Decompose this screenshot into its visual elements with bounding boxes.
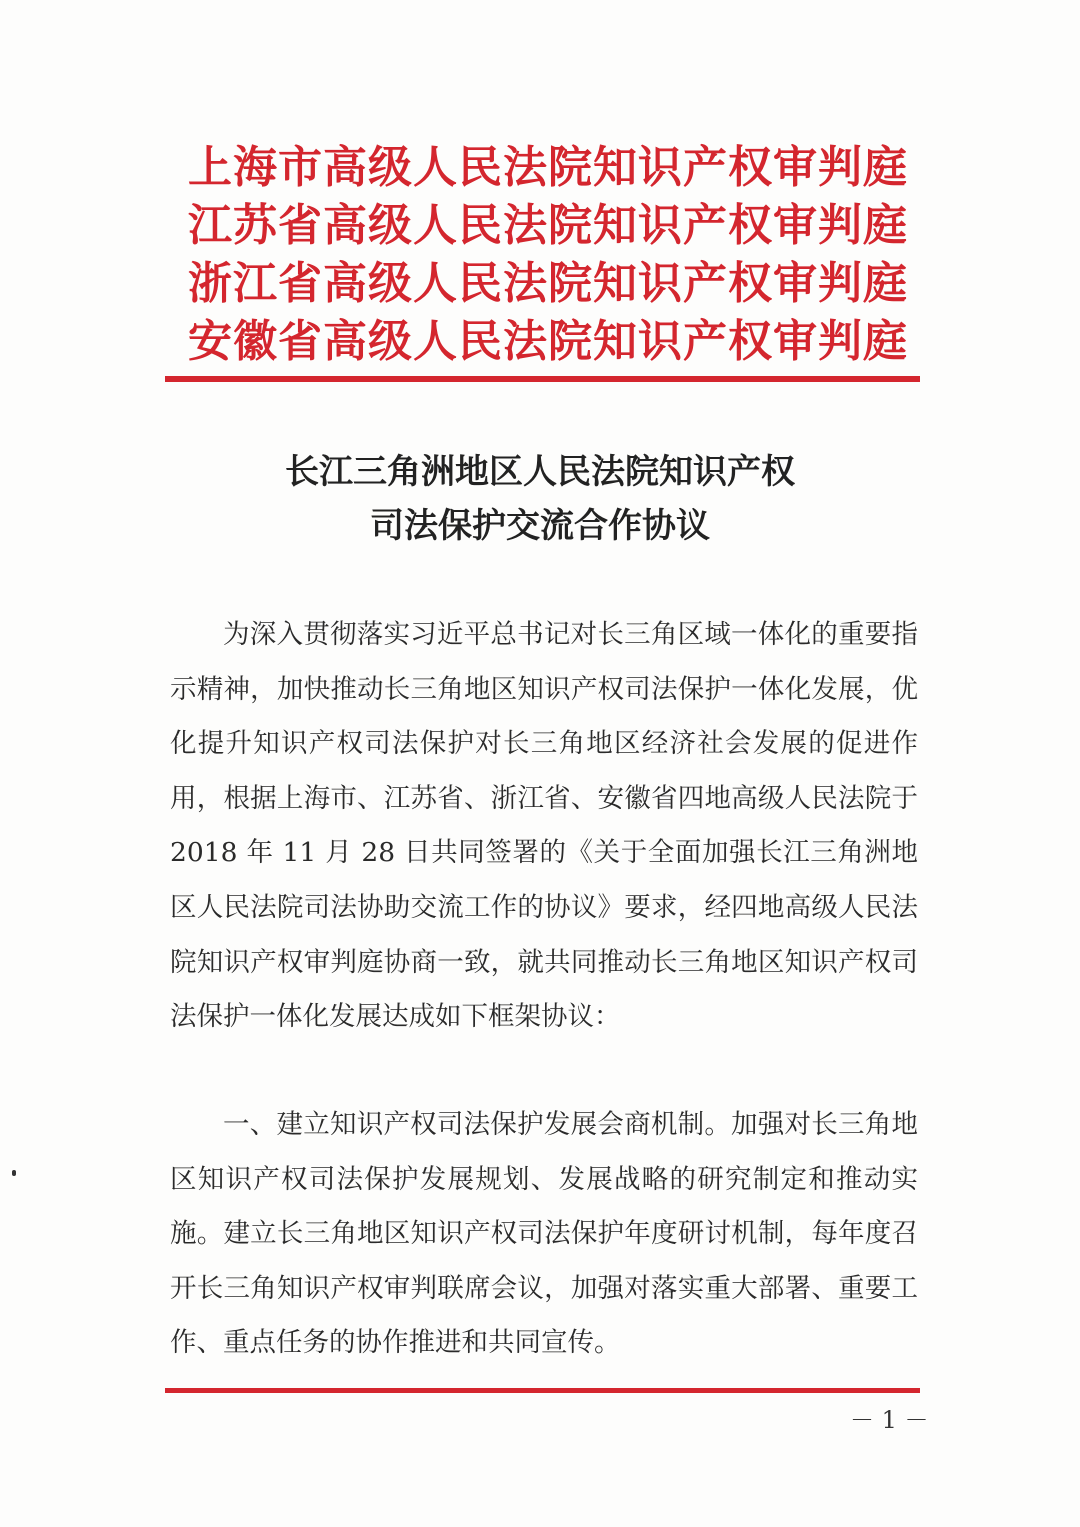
letterhead-court-shanghai: 上海市高级人民法院知识产权审判庭 [188,142,908,193]
letterhead-court-jiangsu: 江苏省高级人民法院知识产权审判庭 [188,200,908,251]
document-title-line-2: 司法保护交流合作协议 [370,506,710,546]
letterhead-divider [165,376,920,382]
letterhead-court-zhejiang: 浙江省高级人民法院知识产权审判庭 [188,258,908,309]
page-number: － 1 － [850,1406,929,1434]
document-title-line-1: 长江三角洲地区人民法院知识产权 [285,452,795,492]
scan-mark [12,1170,16,1176]
letterhead-court-anhui: 安徽省高级人民法院知识产权审判庭 [188,316,908,367]
footer-divider [165,1388,920,1393]
body-paragraph-article-1: 一、建立知识产权司法保护发展会商机制。加强对长三角地区知识产权司法保护发展规划、发展战略的研究制定和推动实施。建立长三角地区知识产权司法保护年度研讨机制，每年度召开长三角知识产权审判联席会议，加强对落实重大部署、重要工作、重点任务的协作推进和共同宣传。 [170,1109,918,1359]
body-paragraph-preamble: 为深入贯彻落实习近平总书记对长三角区域一体化的重要指示精神，加快推动长三角地区知识产权司法保护一体化发展，优化提升知识产权司法保护对长三角地区经济社会发展的促进作用，根据上海市、江苏省、浙江省、安徽省四地高级人民法院于 2018 年 11 月 28 日共同签署的《关于全面加强长江三角洲地区人民法院司法协助交流工作的协议》要求，经四地高级人民法院知识产权审判庭协商一致，就共同推动长三角地区知识产权司法保护一体化发展达成如下框架协议： [170,619,918,1033]
